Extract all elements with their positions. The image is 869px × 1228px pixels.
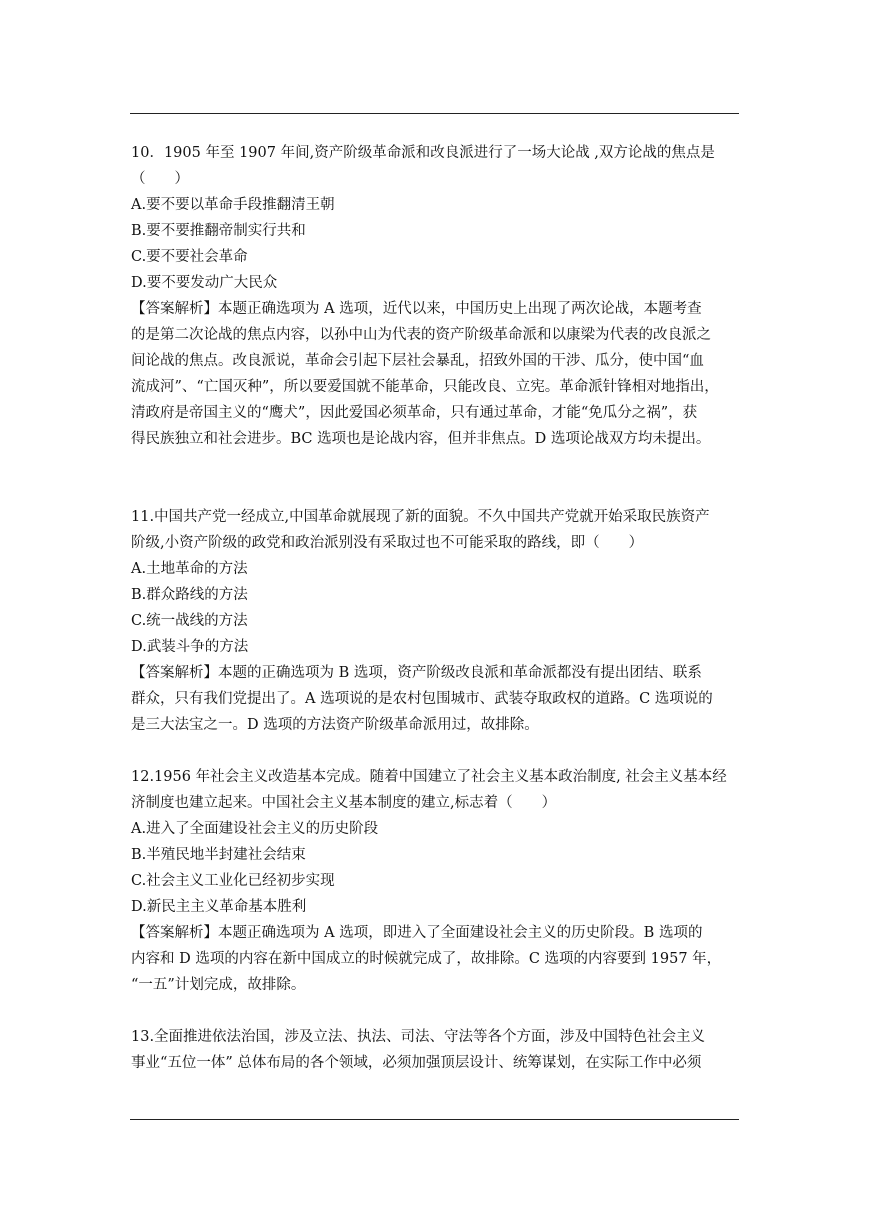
question-stem: 10．1905 年至 1907 年间,资产阶级革命派和改良派进行了一场大论战 ,双方论战的焦点是 [131,145,715,161]
option-b: B.半殖民地半封建社会结束 [131,847,306,863]
answer-analysis: 是三大法宝之一。D 选项的方法资产阶级革命派用过，故排除。 [131,717,539,733]
question-stem: 事业“五位一体” 总体布局的各个领域，必须加强顶层设计、统筹谋划，在实际工作中必须 [131,1055,702,1071]
answer-analysis: 流成河”、“亡国灭种”，所以要爱国就不能革命，只能改良、立宪。革命派针锋相对地指出， [131,379,719,395]
answer-analysis: 得民族独立和社会进步。BC 选项也是论战内容，但并非焦点。D 选项论战双方均未提出。 [131,431,711,447]
option-c: C.统一战线的方法 [131,613,248,629]
answer-analysis: 【答案解析】本题正确选项为 A 选项，近代以来，中国历史上出现了两次论战，本题考查 [131,301,702,317]
section-gap [131,738,740,764]
question-11 [131,504,740,738]
question-stem: 阶级,小资产阶级的政党和政治派别没有采取过也不可能采取的路线，即（ ） [131,535,644,551]
question-10 [131,140,740,452]
document-body [131,140,740,1076]
option-a: A.土地革命的方法 [131,561,248,577]
question-stem: （ ） [131,171,189,187]
option-d: D.要不要发动广大民众 [131,275,278,291]
question-13 [131,1024,740,1076]
option-c: C.社会主义工业化已经初步实现 [131,873,335,889]
question-stem: 济制度也建立起来。中国社会主义基本制度的建立,标志着（ ） [131,795,557,811]
answer-analysis: 内容和 D 选项的内容在新中国成立的时候就完成了，故排除。C 选项的内容要到 1957 年， [131,951,722,967]
option-d: D.新民主主义革命基本胜利 [131,899,307,915]
answer-analysis: 清政府是帝国主义的“鹰犬”，因此爱国必须革命，只有通过革命，才能“免瓜分之祸”，获 [131,405,698,421]
question-stem: 12.1956 年社会主义改造基本完成。随着中国建立了社会主义基本政治制度, 社会主义基本经 [131,769,727,785]
footer-rule [130,1119,739,1120]
answer-analysis: “一五”计划完成，故排除。 [131,977,306,993]
option-c: C.要不要社会革命 [131,249,248,265]
option-a: A.要不要以革命手段推翻清王朝 [131,197,335,213]
answer-analysis: 的是第二次论战的焦点内容，以孙中山为代表的资产阶级革命派和以康梁为代表的改良派之 [131,327,711,343]
question-stem: 11.中国共产党一经成立,中国革命就展现了新的面貌。不久中国共产党就开始采取民族资产 [131,509,710,525]
answer-analysis: 群众，只有我们党提出了。A 选项说的是农村包围城市、武装夺取政权的道路。C 选项说的 [131,691,713,707]
option-a: A.进入了全面建设社会主义的历史阶段 [131,821,379,837]
section-gap [131,452,740,504]
section-gap [131,998,740,1024]
option-b: B.要不要推翻帝制实行共和 [131,223,306,239]
option-d: D.武装斗争的方法 [131,639,249,655]
question-12 [131,764,740,998]
answer-analysis: 【答案解析】本题的正确选项为 B 选项，资产阶级改良派和革命派都没有提出团结、联系 [131,665,702,681]
option-b: B.群众路线的方法 [131,587,248,603]
answer-analysis: 【答案解析】本题正确选项为 A 选项，即进入了全面建设社会主义的历史阶段。B 选项的 [131,925,703,941]
question-stem: 13.全面推进依法治国，涉及立法、执法、司法、守法等各个方面，涉及中国特色社会主义 [131,1029,706,1045]
header-rule [130,113,739,114]
answer-analysis: 间论战的焦点。改良派说，革命会引起下层社会暴乱，招致外国的干涉、瓜分，使中国“血 [131,353,704,369]
